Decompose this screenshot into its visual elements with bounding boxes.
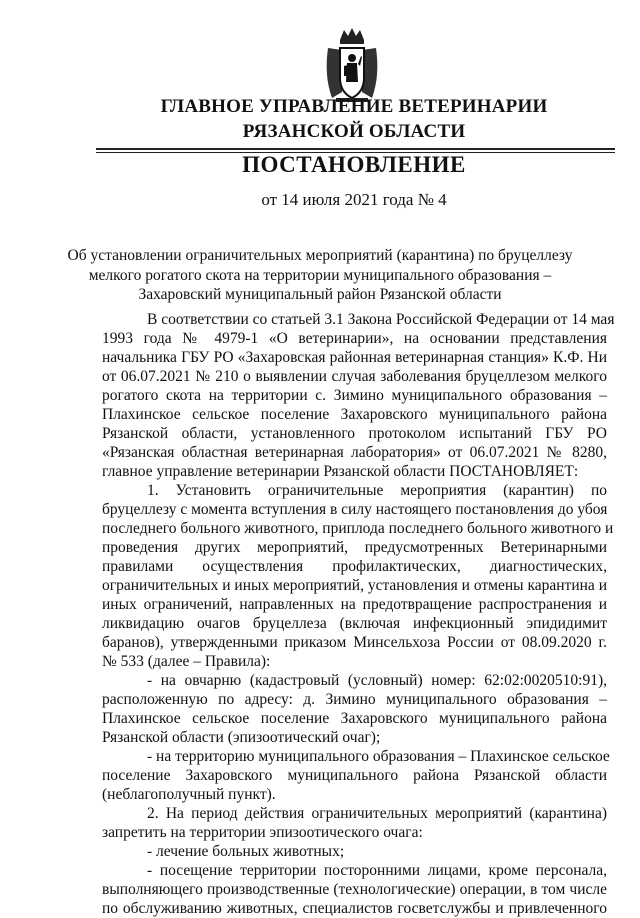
body-line: по обслуживанию животных, специалистов госветслужбы и привлеченного	[102, 900, 607, 917]
body-line: начальника ГБУ РО «Захаровская районная ветеринарная станция» К.Ф. Ни	[102, 349, 607, 366]
coat-of-arms-emblem	[322, 26, 382, 106]
body-line: 1993 года № 4979-1 «О ветеринарии», на основании представления	[102, 330, 607, 347]
body-line: поселение Захаровского муниципального района Рязанской области	[102, 767, 607, 784]
body-line: Плахинское сельское поселение Захаровского муниципального района	[102, 710, 607, 727]
subject-line: Захаровский муниципальный район Рязанской области	[138, 286, 502, 303]
body-line: последнего больного животного, приплода последнего больного животного и	[102, 520, 614, 537]
body-line: В соответствии со статьей 3.1 Закона Российской Федерации от 14 мая	[147, 311, 615, 328]
subject-line: Об установлении ограничительных мероприятий (карантина) по бруцеллезу	[67, 247, 573, 264]
body-line: 2. На период действия ограничительных мероприятий (карантина)	[147, 805, 607, 822]
organization-title: ГЛАВНОЕ УПРАВЛЕНИЕ ВЕТЕРИНАРИИ	[160, 96, 548, 117]
body-line: - на территорию муниципального образования – Плахинское сельское	[147, 748, 610, 765]
document-date-number: от 14 июля 2021 года № 4	[261, 190, 447, 209]
document-subject	[0, 246, 640, 305]
body-line: - посещение территории посторонними лицами, кроме персонала,	[147, 862, 607, 879]
body-line: Рязанской области, установленного протоколом испытаний ГБУ РО	[102, 425, 607, 442]
body-line: ликвидацию очагов бруцеллеза (включая инфекционный эпидидимит	[102, 615, 607, 632]
body-line: № 533 (далее – Правила):	[102, 653, 271, 670]
body-line: запретить на территории эпизоотического очага:	[102, 824, 423, 841]
body-line: проведения других мероприятий, предусмотренных Ветеринарными	[102, 539, 607, 556]
body-line: правилами осуществления профилактических, диагностических,	[102, 558, 607, 575]
header-divider	[96, 148, 615, 150]
body-line: рогатого скота на территории с. Зимино муниципального образования –	[102, 387, 607, 404]
body-line: от 06.07.2021 № 210 о выявлении случая заболевания бруцеллезом мелкого	[102, 368, 607, 385]
body-line: расположенную по адресу: д. Зимино муниципального образования –	[102, 691, 607, 708]
organization-region: РЯЗАНСКОЙ ОБЛАСТИ	[242, 121, 466, 142]
body-line: (неблагополучный пункт).	[102, 786, 276, 803]
document-type: ПОСТАНОВЛЕНИЕ	[242, 152, 466, 177]
body-line: баранов), утвержденными приказом Минсельхоза России от 08.09.2020 г.	[102, 634, 607, 651]
body-line: - лечение больных животных;	[147, 843, 345, 860]
body-line: 1. Установить ограничительные мероприятия (карантин) по	[147, 482, 607, 499]
body-line: иных ограничений, направленных на предотвращение распространения и	[102, 596, 607, 613]
subject-line: мелкого рогатого скота на территории муниципального образования –	[88, 266, 552, 284]
body-line: ограничительных и иных мероприятий, установления и отмены карантина и	[102, 577, 607, 594]
body-line: главное управление ветеринарии Рязанской области ПОСТАНОВЛЯЕТ:	[102, 463, 579, 480]
body-line: «Рязанская областная ветеринарная лаборатория» от 06.07.2021 № 8280,	[102, 444, 607, 461]
body-line: Плахинское сельское поселение Захаровского муниципального района	[102, 406, 607, 423]
body-line: выполняющего производственные (технологические) операции, в том числе	[102, 881, 607, 898]
body-line: Рязанской области (эпизоотический очаг);	[102, 729, 381, 746]
body-line: бруцеллезу с момента вступления в силу настоящего постановления до убоя	[102, 501, 608, 518]
body-line: - на овчарню (кадастровый (условный) номер: 62:02:0020510:91),	[147, 672, 607, 689]
